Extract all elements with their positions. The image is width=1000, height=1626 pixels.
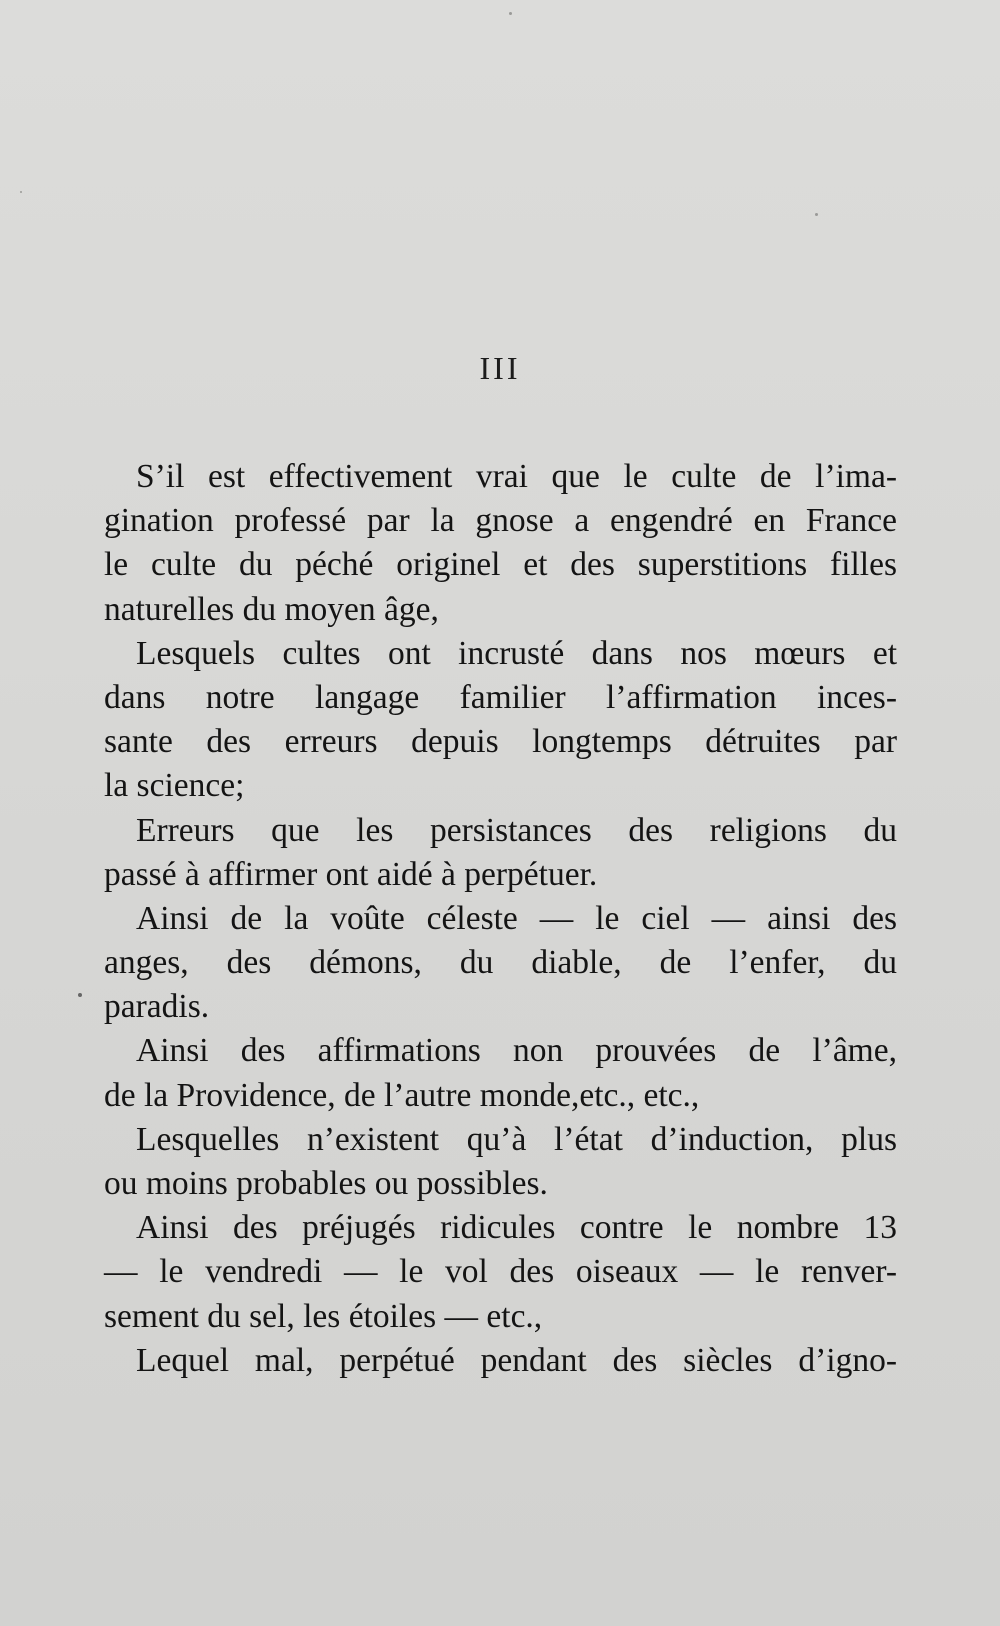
paper-speck (78, 993, 82, 997)
text-line: — le vendredi — le vol des oiseaux — le renver- (104, 1253, 897, 1291)
text-line: passé à affirmer ont aidé à perpétuer. (104, 855, 598, 893)
paper-speck (815, 213, 818, 216)
text-line: sement du sel, les étoiles — etc., (104, 1297, 543, 1335)
text-line: Erreurs que les persistances des religions du (136, 811, 897, 849)
text-line: Ainsi de la voûte céleste — le ciel — ainsi des (136, 899, 897, 937)
chapter-heading: III (479, 350, 521, 386)
body-text (104, 455, 897, 1383)
paper-speck (20, 191, 22, 193)
text-line: ou moins probables ou possibles. (104, 1165, 548, 1202)
text-line: naturelles du moyen âge, (104, 590, 439, 628)
paper-speck (509, 12, 512, 15)
text-line: Lesquels cultes ont incrusté dans nos mœurs et (136, 634, 897, 672)
text-line: S’il est effectivement vrai que le culte de l’ima- (136, 458, 897, 495)
text-line: Lequel mal, perpétué pendant des siècles d’igno- (136, 1341, 897, 1379)
text-line: dans notre langage familier l’affirmation inces- (104, 678, 897, 716)
text-line: paradis. (104, 988, 210, 1026)
text-line: la science; (104, 767, 245, 805)
text-line: anges, des démons, du diable, de l’enfer, du (104, 944, 897, 982)
text-line: gination professé par la gnose a engendré en France (104, 502, 897, 540)
text-line: Lesquelles n’existent qu’à l’état d’induction, plus (136, 1120, 897, 1158)
text-line: Ainsi des préjugés ridicules contre le nombre 13 (136, 1209, 897, 1247)
text-line: sante des erreurs depuis longtemps détruites par (104, 723, 897, 761)
text-line: de la Providence, de l’autre monde,etc., etc., (104, 1076, 700, 1114)
text-line: le culte du péché originel et des superstitions filles (104, 546, 897, 584)
text-line: Ainsi des affirmations non prouvées de l’âme, (136, 1032, 897, 1070)
